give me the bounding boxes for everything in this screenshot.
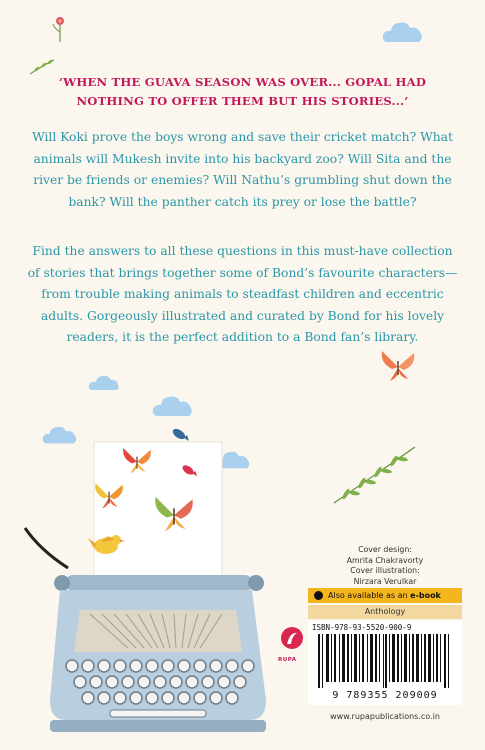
cover-illustration-name: Nirzara Verulkar bbox=[353, 576, 417, 586]
ebook-emphasis: e-book bbox=[410, 591, 441, 600]
ebook-text: Also available as an bbox=[328, 591, 408, 600]
tagline-quote: ‘WHEN THE GUAVA SEASON WAS OVER... GOPAL HAD NOTHING TO OFFER THEM BUT HIS STORIES...’ bbox=[58, 75, 427, 108]
barcode bbox=[318, 634, 452, 688]
cloud-icon bbox=[382, 18, 424, 44]
typewriter-illustration bbox=[20, 400, 290, 745]
genre-label: Anthology bbox=[308, 605, 462, 619]
butterfly-icon bbox=[148, 490, 200, 536]
publisher-name: RUPA bbox=[278, 657, 297, 663]
publisher-website: www.rupapublications.co.in bbox=[330, 712, 440, 721]
cover-design-name: Amrita Chakravorty bbox=[346, 555, 424, 565]
fish-icon bbox=[180, 462, 198, 478]
flower-icon bbox=[50, 12, 70, 42]
isbn-label: ISBN-978-93-5520-900-9 bbox=[312, 623, 412, 632]
fish-icon bbox=[170, 426, 190, 442]
book-icon bbox=[314, 591, 323, 600]
cover-credits bbox=[310, 545, 460, 587]
ebook-banner bbox=[308, 588, 462, 603]
rupa-logo-icon bbox=[280, 626, 304, 654]
butterfly-icon bbox=[120, 443, 154, 477]
cover-design-label: Cover design: bbox=[358, 545, 412, 554]
blurb-description: Find the answers to all these questions in this must-have collection of stories that brings together some of Bond’s favourite characters—from trouble making animals to steadfast children and eccentric adults. Gorgeously illustrated and curated by Bond for his lovely readers, it is the perfect addition to a Bond fan’s library. bbox=[27, 244, 458, 344]
cloud-icon bbox=[88, 372, 120, 392]
bird-icon bbox=[88, 528, 126, 558]
barcode-number: 9 789355 209009 bbox=[332, 690, 438, 701]
butterfly-icon bbox=[378, 345, 418, 385]
leaf-sprig-icon bbox=[332, 443, 417, 505]
blurb-questions: Will Koki prove the boys wrong and save their cricket match? What animals will Mukesh invite into his backyard zoo? Will Sita and the river be friends or enemies? Will Nathu’s grumbling shut down the bank? Will the panther catch its prey or lose the battle? bbox=[32, 130, 453, 209]
butterfly-icon bbox=[92, 478, 126, 512]
cover-illustration-label: Cover illustration: bbox=[350, 566, 420, 575]
